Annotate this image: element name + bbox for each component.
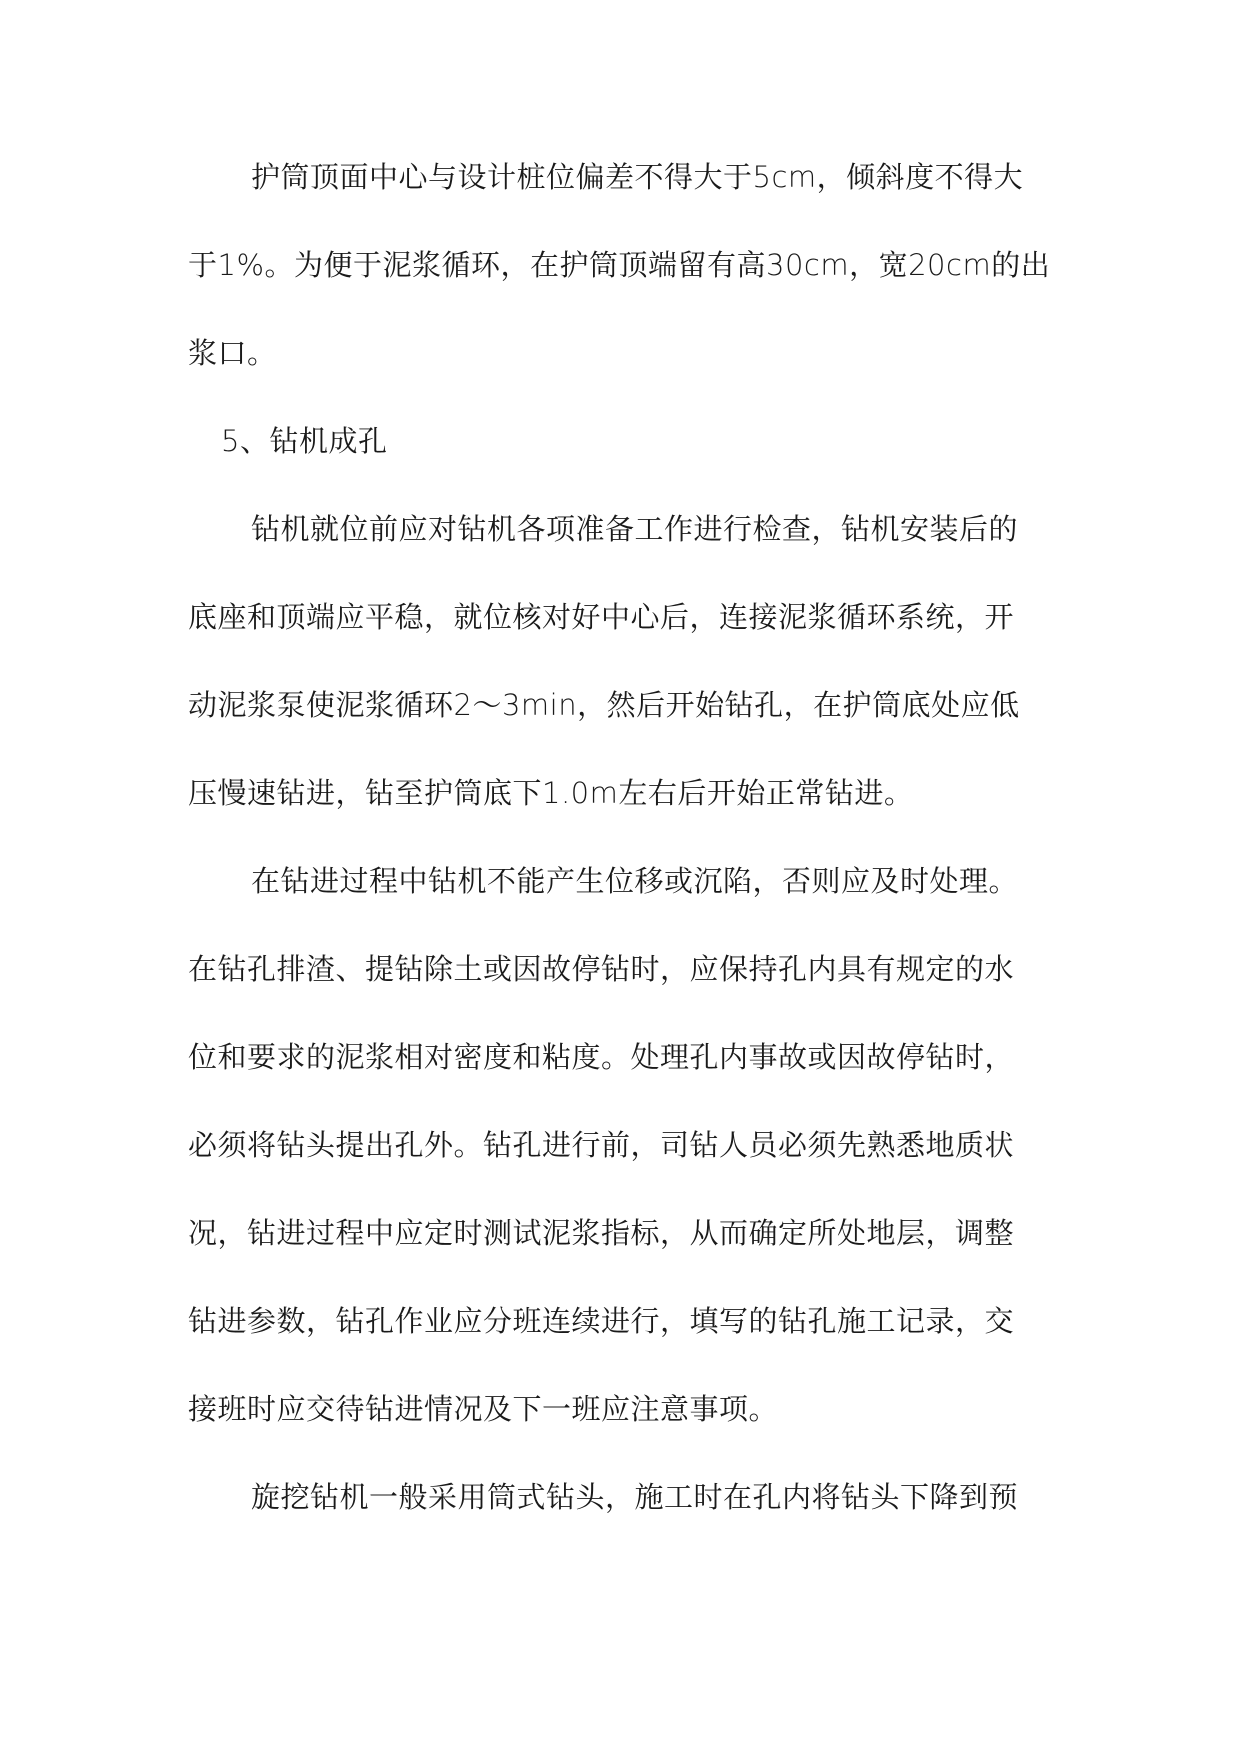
text-line: 于1%。为便于泥浆循环，在护筒顶端留有高30cm，宽20cm的出 <box>188 248 1051 282</box>
text-line: 在钻孔排渣、提钻除土或因故停钻时，应保持孔内具有规定的水 <box>188 952 1015 986</box>
text-line: 位和要求的泥浆相对密度和粘度。处理孔内事故或因故停钻时， <box>188 1040 1015 1074</box>
text-line: 在钻进过程中钻机不能产生位移或沉陷，否则应及时处理。 <box>251 864 1019 898</box>
text-line: 钻机就位前应对钻机各项准备工作进行检查，钻机安装后的 <box>251 512 1019 546</box>
text-line: 旋挖钻机一般采用筒式钻头，施工时在孔内将钻头下降到预 <box>251 1480 1019 1514</box>
text-line: 接班时应交待钻进情况及下一班应注意事项。 <box>188 1392 779 1426</box>
text-line: 底座和顶端应平稳，就位核对好中心后，连接泥浆循环系统，开 <box>188 600 1015 634</box>
text-line: 浆口。 <box>188 336 277 370</box>
text-line: 钻进参数，钻孔作业应分班连续进行，填写的钻孔施工记录，交 <box>188 1304 1015 1338</box>
text-line: 压慢速钻进，钻至护筒底下1.0m左右后开始正常钻进。 <box>188 776 914 810</box>
text-line: 动泥浆泵使泥浆循环2～3min，然后开始钻孔，在护筒底处应低 <box>188 688 1020 722</box>
text-line: 况，钻进过程中应定时测试泥浆指标，从而确定所处地层，调整 <box>188 1216 1015 1250</box>
text-line: 必须将钻头提出孔外。钻孔进行前，司钻人员必须先熟悉地质状 <box>188 1128 1015 1162</box>
section-heading: 5、钻机成孔 <box>221 424 388 458</box>
text-line: 护筒顶面中心与设计桩位偏差不得大于5cm，倾斜度不得大 <box>251 160 1024 194</box>
